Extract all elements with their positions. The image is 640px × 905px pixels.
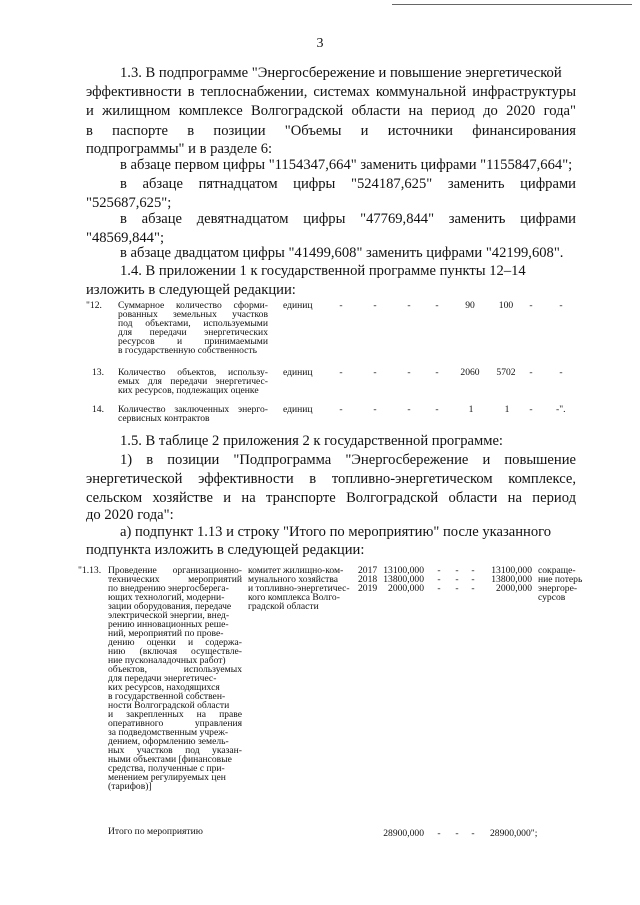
description-line: ний, мероприятий по прове- <box>108 628 224 639</box>
value-cell: - <box>559 367 563 378</box>
description-line: ности Волгоградской области <box>108 700 230 711</box>
paragraph-line: 1.3. В подпрограмме "Энергосбережение и повышение энергетической <box>120 65 562 81</box>
executor-line: комитет жилищно-ком- <box>248 565 344 576</box>
value-cell: 90 <box>465 300 475 311</box>
description-line: в государственной собствен- <box>108 691 226 702</box>
value-cell: - <box>455 583 459 594</box>
indicator-name: рованных земельных участков <box>118 309 268 320</box>
value-cell: - <box>435 367 439 378</box>
value-cell: - <box>529 404 533 415</box>
description-line: ных участков под указан- <box>108 745 242 756</box>
value-cell: 100 <box>498 300 514 311</box>
value-cell: - <box>407 367 411 378</box>
paragraph-line: в абзаце двадцатом цифры "41499,608" заменить цифрами "42199,608". <box>120 245 564 261</box>
value-cell: 5702 <box>496 367 516 378</box>
value-cell: - <box>435 404 439 415</box>
value-cell: - <box>373 404 377 415</box>
value-cell: - <box>529 367 533 378</box>
paragraph-line: подпрограммы" и в разделе 6: <box>86 141 273 157</box>
description-line: (тарифов)] <box>108 781 152 792</box>
value-cell: - <box>339 367 343 378</box>
value-cell: - <box>455 828 459 839</box>
indicator-name: в государственную собственность <box>118 345 257 356</box>
value-cell: 1 <box>504 404 510 415</box>
paragraph-line: 1.4. В приложении 1 к государственной программе пункты 12–14 <box>120 263 526 279</box>
value-cell: - <box>455 574 459 585</box>
other-amount: 28900,000"; <box>490 828 538 839</box>
other-amount: 13800,000 <box>491 574 532 585</box>
description-line: средства, полученные с при- <box>108 763 225 774</box>
value-cell: - <box>559 300 563 311</box>
paragraph-line: энергетической эффективности в топливно-энергетическом комплексе, <box>86 471 576 487</box>
indicator-name: Суммарное количество сформи- <box>118 300 268 311</box>
paragraph-line: в абзаце пятнадцатом цифры "524187,625" заменить цифрами <box>120 176 576 192</box>
value-cell: - <box>455 565 459 576</box>
value-cell: - <box>471 574 475 585</box>
result-line: ние потерь <box>538 574 583 585</box>
description-line: ными объектами [финансовые <box>108 754 232 765</box>
total-amount: 13100,000 <box>383 565 424 576</box>
description-line: Проведение организационно- <box>108 565 242 576</box>
result-line: сурсов <box>538 592 566 603</box>
paragraph-line: 1.5. В таблице 2 приложения 2 к государственной программе: <box>120 433 503 449</box>
indicator-name: Количество заключенных энерго- <box>118 404 268 415</box>
executor-line: мунального хозяйства <box>248 574 339 585</box>
year: 2018 <box>358 574 378 585</box>
executor-line: градской области <box>248 601 319 612</box>
paragraph-line: до 2020 года": <box>86 507 174 523</box>
total-amount: 28900,000 <box>383 828 424 839</box>
value-cell: - <box>437 583 441 594</box>
indicator-name: сервисных контрактов <box>118 413 210 424</box>
result-line: сокраще- <box>538 565 576 576</box>
paragraph-line: "525687,625"; <box>86 195 172 211</box>
executor-line: и топливно-энергетичес- <box>248 583 350 594</box>
total-amount: 2000,000 <box>388 583 424 594</box>
description-line: нию (включая осуществле- <box>108 646 242 657</box>
value-cell: - <box>437 565 441 576</box>
description-line: технических мероприятий <box>108 574 242 585</box>
description-line: ких ресурсов, находящихся <box>108 682 220 693</box>
row-number: "12. <box>86 300 102 311</box>
description-line: дению оценки и содержа- <box>108 637 242 648</box>
value-cell: 1 <box>468 404 474 415</box>
indicator-name: под объектами, используемыми <box>118 318 268 329</box>
description-line: дением, оформлению земель- <box>108 736 229 747</box>
value-cell: - <box>471 828 475 839</box>
indicator-name: ких ресурсов, подлежащих оценке <box>118 385 259 396</box>
paragraph-line: в абзаце первом цифры "1154347,664" заменить цифрами "1155847,664"; <box>120 157 573 173</box>
year: 2019 <box>358 583 378 594</box>
description-line: и закрепленных на праве <box>108 709 242 720</box>
description-line: электрической энергии, внед- <box>108 610 230 621</box>
header-rule <box>392 4 632 5</box>
row-number: 14. <box>92 404 104 415</box>
page-number: 3 <box>316 36 324 51</box>
description-line: ние пусконаладочных работ) <box>108 655 226 666</box>
value-cell: - <box>529 300 533 311</box>
unit: единиц <box>283 367 313 378</box>
description-line: оперативного управления <box>108 718 242 729</box>
value-cell: -". <box>556 404 566 415</box>
other-amount: 13100,000 <box>491 565 532 576</box>
total-label: Итого по мероприятию <box>108 826 203 837</box>
unit: единиц <box>283 300 313 311</box>
paragraph-line: сельском хозяйстве и на транспорте Волгоградской области на период <box>86 490 576 506</box>
paragraph-line: подпункта изложить в следующей редакции: <box>86 542 365 558</box>
description-line: зации оборудования, передаче <box>108 601 232 612</box>
paragraph-line: в абзаце девятнадцатом цифры "47769,844" заменить цифрами <box>120 211 576 227</box>
value-cell: - <box>339 300 343 311</box>
value-cell: - <box>471 565 475 576</box>
value-cell: - <box>373 367 377 378</box>
value-cell: - <box>437 828 441 839</box>
paragraph-line: в паспорте в позиции "Объемы и источники финансирования <box>86 123 576 139</box>
paragraph-line: и жилищном комплексе Волгоградской области на период до 2020 года" <box>86 103 576 119</box>
indicator-name: ресурсов и принимаемыми <box>118 336 268 347</box>
description-line: менением регулируемых цен <box>108 772 226 783</box>
row-number: 13. <box>92 367 104 378</box>
value-cell: 2060 <box>460 367 480 378</box>
paragraph-line: а) подпункт 1.13 и строку "Итого по мероприятию" после указанного <box>120 524 552 540</box>
value-cell: - <box>435 300 439 311</box>
executor-line: кого комплекса Волго- <box>248 592 340 603</box>
indicator-name: для передачи энергетических <box>118 327 268 338</box>
value-cell: - <box>407 300 411 311</box>
description-line: для передачи энергетичес- <box>108 673 217 684</box>
item-number: "1.13. <box>78 565 102 576</box>
paragraph-line: "48569,844"; <box>86 230 164 246</box>
description-line: объектов, используемых <box>108 664 242 675</box>
other-amount: 2000,000 <box>496 583 532 594</box>
description-line: по внедрению энергосберега- <box>108 583 229 594</box>
value-cell: - <box>407 404 411 415</box>
description-line: рению инновационных реше- <box>108 619 229 630</box>
value-cell: - <box>373 300 377 311</box>
description-line: за подведомственным учреж- <box>108 727 229 738</box>
paragraph-line: эффективности в теплоснабжении, системах коммунальной инфраструктуры <box>86 84 576 100</box>
result-line: энергоре- <box>538 583 578 594</box>
description-line: ющих технологий, модерни- <box>108 592 225 603</box>
indicator-name: Количество объектов, использу- <box>118 367 268 378</box>
total-amount: 13800,000 <box>383 574 424 585</box>
unit: единиц <box>283 404 313 415</box>
value-cell: - <box>471 583 475 594</box>
year: 2017 <box>358 565 378 576</box>
value-cell: - <box>437 574 441 585</box>
value-cell: - <box>339 404 343 415</box>
paragraph-line: изложить в следующей редакции: <box>86 282 296 298</box>
indicator-name: емых для передачи энергетичес- <box>118 376 268 387</box>
paragraph-line: 1) в позиции "Подпрограмма "Энергосбережение и повышение <box>120 452 576 468</box>
